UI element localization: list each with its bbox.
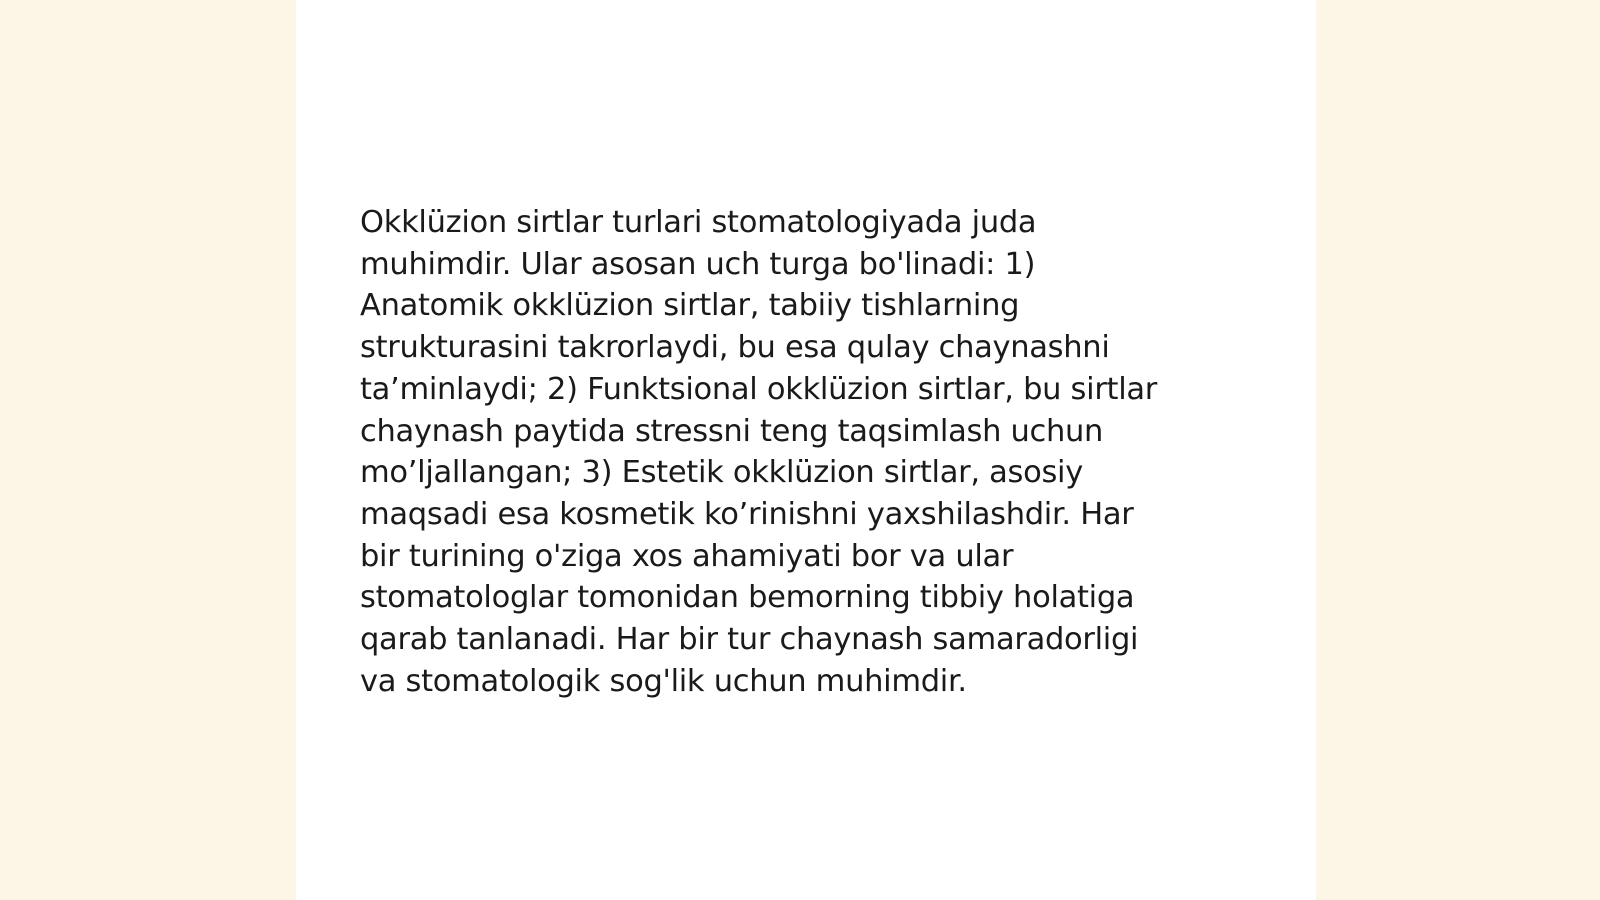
- slide-canvas: [296, 0, 1316, 900]
- slide-body-text: Okklüzion sirtlar turlari stomatologiyada juda muhimdir. Ular asosan uch turga bo'linadi: 1) Anatomik okklüzion sirtlar, tabiiy tishlarning strukturasini takrorlaydi, bu esa qulay chaynashni ta’minlaydi; 2) Funktsional okklüzion sirtlar, bu sirtlar chaynash paytida stressni teng taqsimlash uchun mo’ljallangan; 3) Estetik okklüzion sirtlar, asosiy maqsadi esa kosmetik ko’rinishni yaxshilashdir. Har bir turining o'ziga xos ahamiyati bor va ular stomatologlar tomonidan bemorning tibbiy holatiga qarab tanlanadi. Har bir tur chaynash samaradorligi va stomatologik sog'lik uchun muhimdir.: [360, 205, 1158, 699]
